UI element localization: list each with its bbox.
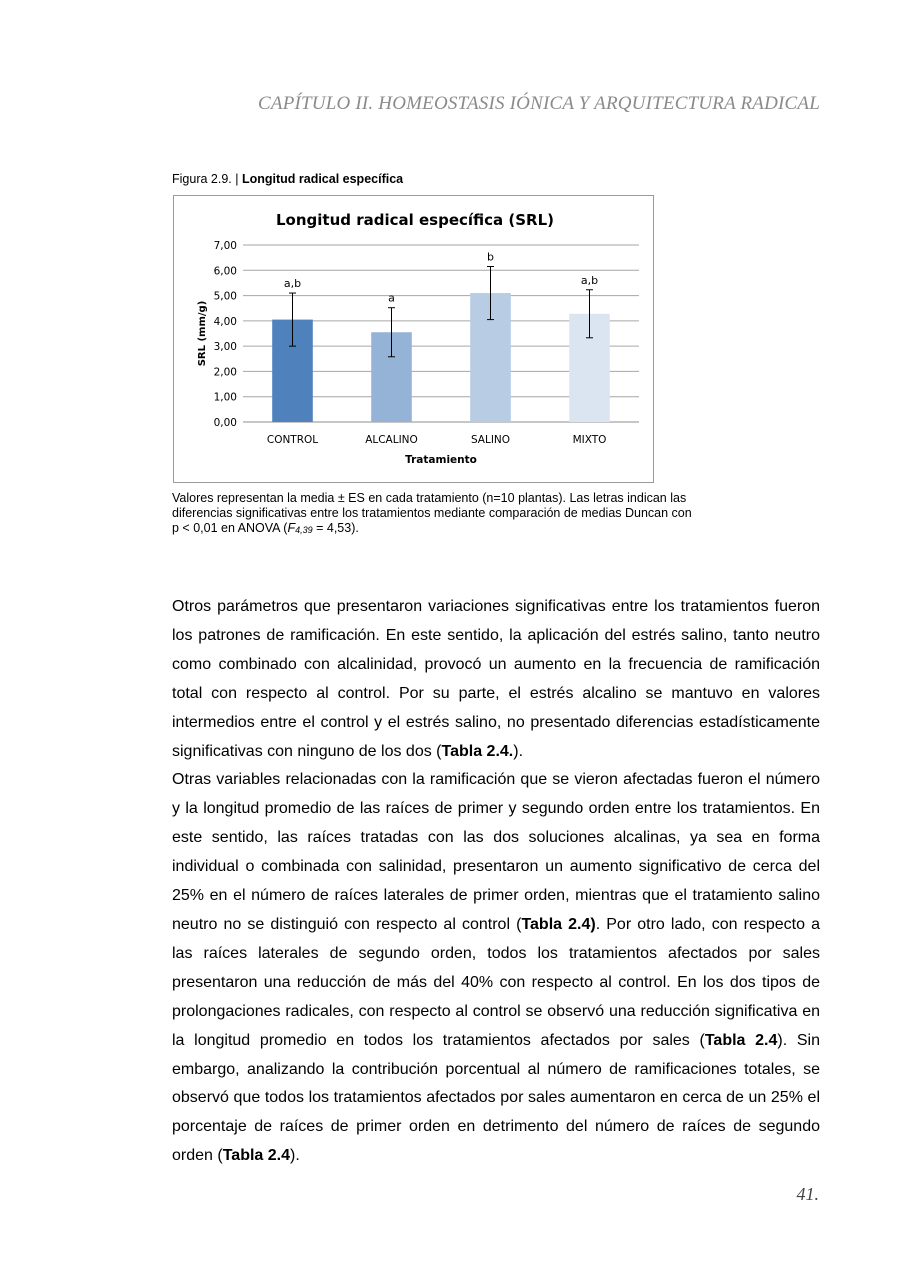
x-tick-label: ALCALINO: [365, 434, 418, 446]
page-number: 41.: [796, 1184, 819, 1204]
chapter-header: CAPÍTULO II. HOMEOSTASIS IÓNICA Y ARQUITECTURA RADICAL: [258, 93, 820, 114]
significance-letter: a,b: [283, 277, 302, 291]
significance-letter: b: [487, 250, 494, 264]
figure-caption: [172, 172, 403, 186]
table-reference: Tabla 2.4: [222, 1147, 290, 1165]
body-text: [172, 593, 820, 1171]
paragraph-2-text: . Por otro lado, con respecto a las raíces laterales de segundo orden, todos los tratamientos afectados por sales presentaron una reducción de más del 40% con respecto al control. En los dos tipos de prolongaciones radicales, con respecto al control se observó una reducción significativa en la longitud promedio en todos los tratamientos afectados por sales (: [172, 915, 820, 1049]
y-tick-label: 0,00: [213, 417, 237, 429]
significance-letter: a: [388, 291, 395, 305]
y-tick-label: 2,00: [213, 366, 237, 379]
x-tick-label: SALINO: [470, 434, 511, 446]
f-statistic: F: [287, 521, 296, 535]
bar-chart: [173, 195, 654, 483]
paragraph-1: [172, 593, 820, 766]
table-reference: Tabla 2.4: [704, 1031, 778, 1049]
figure-note-end: = 4,53).: [312, 521, 359, 535]
paragraph-2-text: Otras variables relacionadas con la ramificación que se vieron afectadas fueron el número y la longitud promedio de las raíces de primer y segundo orden entre los tratamientos. En este sentido, las raíces tratadas con las dos soluciones alcalinas, ya sea en forma individual o combinada con salinidad, presentaron un aumento significativo de cerca del 25% en el número de raíces laterales de primer orden, mientras que el tratamiento salino neutro no se distinguió con respecto al control (: [172, 771, 820, 933]
significance-letter: a,b: [580, 273, 599, 287]
f-degrees: 4,39: [295, 525, 313, 535]
figure-title: Longitud radical específica: [241, 172, 404, 186]
y-tick-label: 7,00: [213, 240, 237, 252]
y-tick-label: 1,00: [213, 391, 237, 404]
paragraph-1-text: Otros parámetros que presentaron variaciones significativas entre los tratamientos fueron los patrones de ramificación. En este sentido, la aplicación del estrés salino, tanto neutro como combinado con alcalinidad, provocó un aumento en la frecuencia de ramificación total con respecto al control. Por su parte, el estrés alcalino se mantuvo en valores intermedios entre el control y el estrés salino, no presentado diferencias estadísticamente significativas con ninguno de los dos (: [172, 598, 820, 760]
paragraph-2-text: ). Sin embargo, analizando la contribución porcentual al número de ramificaciones totales, se observó que todos los tratamientos afectados por sales aumentaron en cerca de un 25% el porcentaje de raíces de primer orden en detrimento del número de raíces de segundo orden (: [172, 1031, 820, 1165]
y-tick-label: 3,00: [213, 341, 237, 354]
y-tick-label: 4,00: [213, 315, 237, 328]
x-tick-label: CONTROL: [266, 434, 319, 446]
x-tick-label: MIXTO: [572, 434, 607, 446]
y-tick-label: 5,00: [213, 290, 237, 303]
figure-label: Figura 2.9. |: [172, 172, 242, 186]
paragraph-2: [172, 766, 820, 1171]
y-axis-label: SRL (mm/g): [197, 300, 208, 367]
chart-svg: [174, 196, 655, 484]
figure-note: [172, 491, 692, 537]
table-reference: Tabla 2.4.: [441, 742, 514, 760]
chart-title: Longitud radical específica (SRL): [275, 211, 555, 229]
y-tick-label: 6,00: [213, 265, 237, 278]
table-reference: Tabla 2.4): [521, 915, 596, 933]
figure-note-text: Valores representan la media ± ES en cada tratamiento (n=10 plantas). Las letras indican las diferencias significativas entre los tratamientos mediante comparación de medias Duncan con p < 0,01 en ANOVA (: [172, 491, 692, 535]
paragraph-1-end: ).: [513, 742, 524, 760]
x-axis-label: Tratamiento: [405, 454, 477, 466]
paragraph-2-end: ).: [290, 1147, 300, 1165]
